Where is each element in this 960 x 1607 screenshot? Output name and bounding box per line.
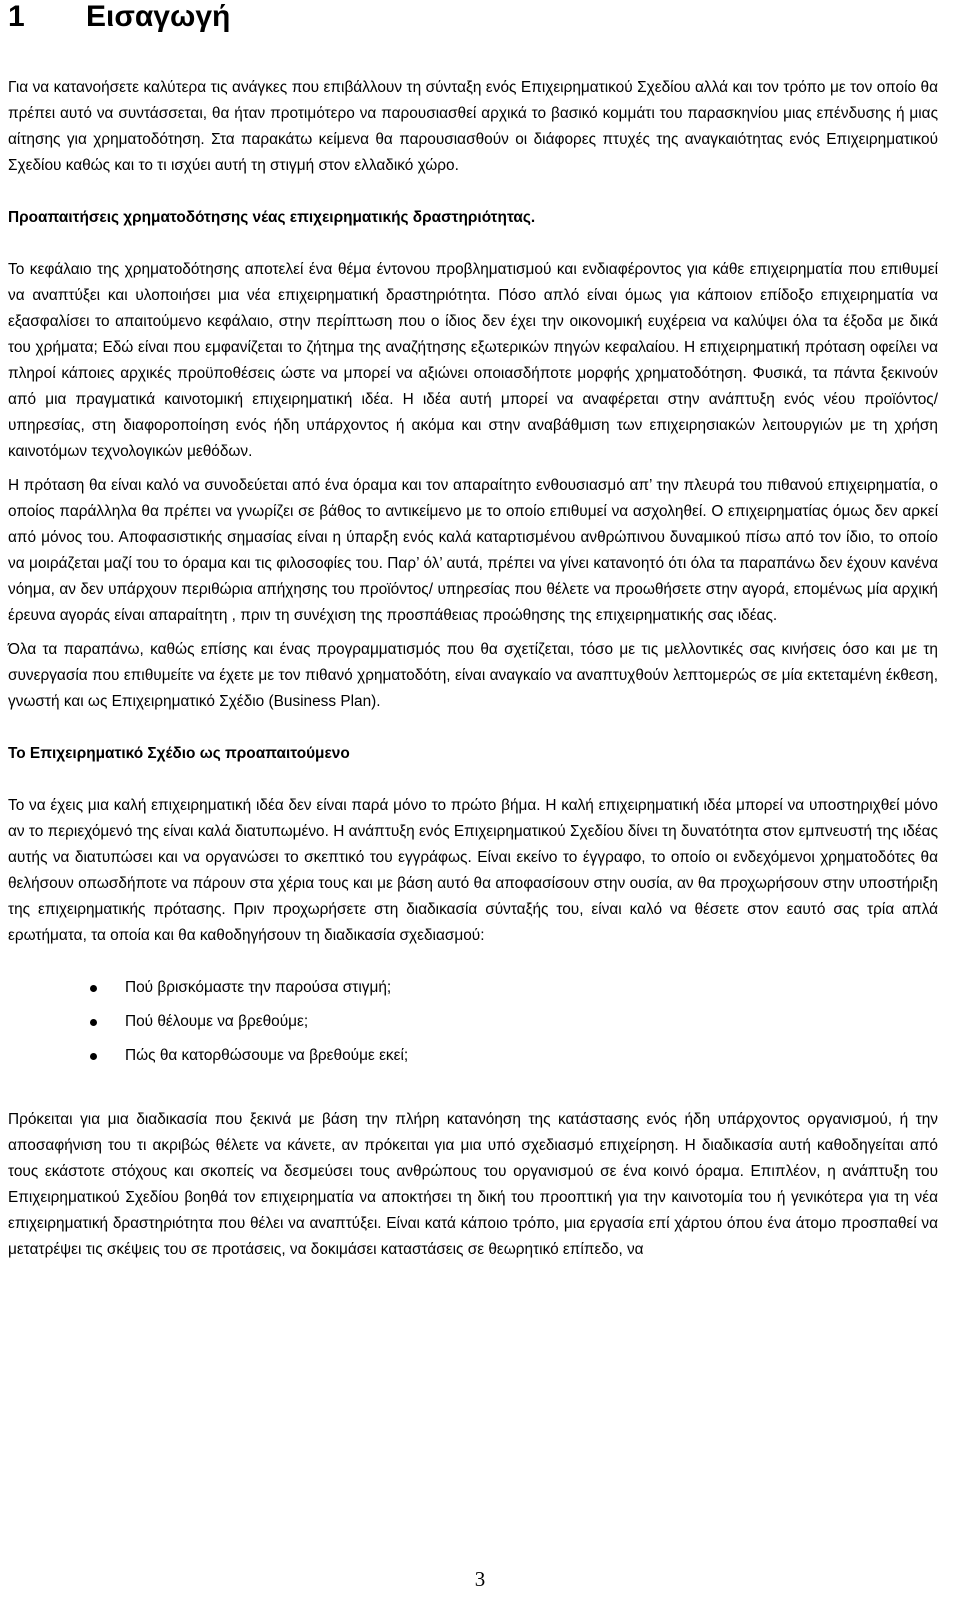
process-paragraph: Πρόκειται για μια διαδικασία που ξεκινά με βάση την πλήρη κατανόηση της κατάστασης ενός ήδη υπάρχοντος οργανισμού, ή την αποσαφήνιση του τι ακριβώς θέλετε να κάνετε, αν πρόκειται για μια υπό σχεδιασμό επιχείρηση. Η διαδικασία αυτή καθοδηγείται από τους εκάστοτε στόχους και σκοπείς να δεσμεύσει τους ανθρώπους του οργανισμού σε ένα κοινό όραμα. Επιπλέον, η ανάπτυξη του Επιχειρηματικού Σχεδίου βοηθά τον επιχειρηματία να αποκτήσει τη δική του προοπτική για την καινοτομία του ή γενικότερα για τη νέα επιχειρηματική δραστηριότητα που θέλει να αναπτύξει. Είναι κατά κάποιο τρόπο, μια εργασία επί χάρτου όπου ένα άτομο προσπαθεί να μετατρέψει τις σκέψεις του σε προτάσεις, να δοκιμάσει καταστάσεις σε θεωρητικό επίπεδο, να xyxy=(8,1111,938,1258)
planning-questions-list xyxy=(8,975,938,1077)
bullet-icon xyxy=(90,1019,97,1026)
section-heading-financing-prerequisites: Προαπαιτήσεις χρηματοδότησης νέας επιχειρηματικής δραστηριότητας. xyxy=(8,209,536,226)
intro-paragraph: Για να κατανοήσετε καλύτερα τις ανάγκες που επιβάλλουν τη σύνταξη ενός Επιχειρηματικού Σχεδίου αλλά και τον τρόπο με τον οποίο θα πρέπει αυτό να συντάσσεται, θα ήταν προτιμότερο να παρουσιασθεί αρχικά το βασικό κομμάτι του παρασκηνίου μιας επένδυσης ή μιας αίτησης για χρηματοδότηση. Στα παρακάτω κείμενα θα παρουσιασθούν οι διάφορες πτυχές της αναγκαιότητας ενός Επιχειρηματικού Σχεδίου καθώς και το τι ισχύει αυτή τη στιγμή στον ελλαδικό χώρο. xyxy=(8,79,938,174)
list-item xyxy=(8,975,938,1009)
question-text: Πού θέλουμε να βρεθούμε; xyxy=(125,1013,309,1030)
question-text: Πώς θα κατορθώσουμε να βρεθούμε εκεί; xyxy=(125,1047,409,1064)
list-item xyxy=(8,1043,938,1077)
financing-paragraph-2: Η πρόταση θα είναι καλό να συνοδεύεται από ένα όραμα και τον απαραίτητο ενθουσιασμό απ’ την πλευρά του πιθανού επιχειρηματία, ο οποίος παράλληλα θα πρέπει να γνωρίζει σε βάθος το αντικείμενο με το οποίο επιθυμεί να ασχοληθεί. Ο επιχειρηματίας όμως δεν αρκεί από μόνος του. Αποφασιστικής σημασίας είναι η ύπαρξη ενός καλά καταρτισμένου ανθρώπινου δυναμικού πίσω από τον ίδιο, το οποίο να μοιράζεται μαζί του το όραμα και τις φιλοσοφίες του. Παρ’ όλ’ αυτά, πρέπει να γίνει κατανοητό ότι όλα τα παραπάνω δεν έχουν κανένα νόημα, αν δεν υπάρχουν περιθώρια απήχησης του προϊόντος/ υπηρεσίας που θέλετε να προωθήσετε στην αγορά, επομένως μία αρχική έρευνα αγοράς είναι απαραίτητη , πριν τη συνέχιση της προσπάθειας προώθησης της επιχειρηματικής σας ιδέας. xyxy=(8,477,938,624)
page-number: 3 xyxy=(474,1567,486,1591)
chapter-heading xyxy=(8,0,938,34)
financing-paragraph-3: Όλα τα παραπάνω, καθώς επίσης και ένας προγραμματισμός που θα σχετίζεται, τόσο με τις μελλοντικές σας κινήσεις όσο και με τη συνεργασία που επιθυμείτε να έχετε με τον πιθανό χρηματοδότη, είναι αναγκαίο να αναπτυχθούν λεπτομερώς σε μία εκτεταμένη έκθεση, γνωστή και ως Επιχειρηματικό Σχέδιο (Business Plan). xyxy=(8,641,938,710)
document-page xyxy=(8,0,938,1263)
financing-paragraph-1: Το κεφάλαιο της χρηματοδότησης αποτελεί ένα θέμα έντονου προβληματισμού και ενδιαφέροντος για κάθε επιχειρηματία που επιθυμεί να αναπτύξει και υλοποιήσει μια νέα επιχειρηματική δραστηριότητα. Πόσο απλό είναι όμως για κάποιον επίδοξο επιχειρηματία να εξασφαλίσει το απαιτούμενο κεφάλαιο, στην περίπτωση που ο ίδιος δεν έχει την οικονομική ευχέρεια να καλύψει όλα τα έξοδα με δικά του χρήματα; Εδώ είναι που εμφανίζεται το ζήτημα της αναζήτησης εξωτερικών πηγών κεφαλαίου. Η επιχειρηματική πρόταση οφείλει να πληροί κάποιες αρχικές προϋποθέσεις ώστε να μπορεί να αξιώνει οποιασδήποτε μορφής χρηματοδότηση. Φυσικά, τα πάντα ξεκινούν από μια πραγματικά καινοτομική επιχειρηματική ιδέα. Η ιδέα αυτή μπορεί να αναφέρεται στην ανάπτυξη ενός νέου προϊόντος/ υπηρεσίας, στη διαφοροποίηση ενός ήδη υπάρχοντος ή ακόμα και στην αναβάθμιση των επιχειρησιακών λειτουργιών με τη χρήση καινοτόμων τεχνολογικών μεθόδων. xyxy=(8,261,938,460)
business-plan-paragraph: Το να έχεις μια καλή επιχειρηματική ιδέα δεν είναι παρά μόνο το πρώτο βήμα. Η καλή επιχειρηματική ιδέα μπορεί να υποστηριχθεί μόνο αν το περιεχόμενό της είναι καλά διατυπωμένο. Η ανάπτυξη ενός Επιχειρηματικού Σχεδίου δίνει τη δυνατότητα στον εμπνευστή της ιδέας αυτής να διατυπώσει και να οργανώσει το σκεπτικό του εγγράφως. Είναι εκείνο το έγγραφο, το οποίο οι ενδεχόμενοι χρηματοδότες θα θελήσουν οπωσδήποτε να πάρουν στα χέρια τους και με βάση αυτό θα αποφασίσουν στην ουσία, αν θα προχωρήσουν στην υποστήριξη της επιχειρηματικής πρότασης. Πριν προχωρήσετε στη διαδικασία σύνταξής του, είναι καλό να θέσετε στον εαυτό σας τρία απλά ερωτήματα, τα οποία και θα καθοδηγήσουν τη διαδικασία σχεδιασμού: xyxy=(8,797,938,944)
bullet-icon xyxy=(90,985,97,992)
bullet-icon xyxy=(90,1053,97,1060)
chapter-number: 1 xyxy=(8,0,25,33)
chapter-title: Εισαγωγή xyxy=(86,0,231,33)
question-text: Πού βρισκόμαστε την παρούσα στιγμή; xyxy=(125,979,392,996)
list-item xyxy=(8,1009,938,1043)
section-heading-business-plan: Το Επιχειρηματικό Σχέδιο ως προαπαιτούμενο xyxy=(8,745,350,762)
